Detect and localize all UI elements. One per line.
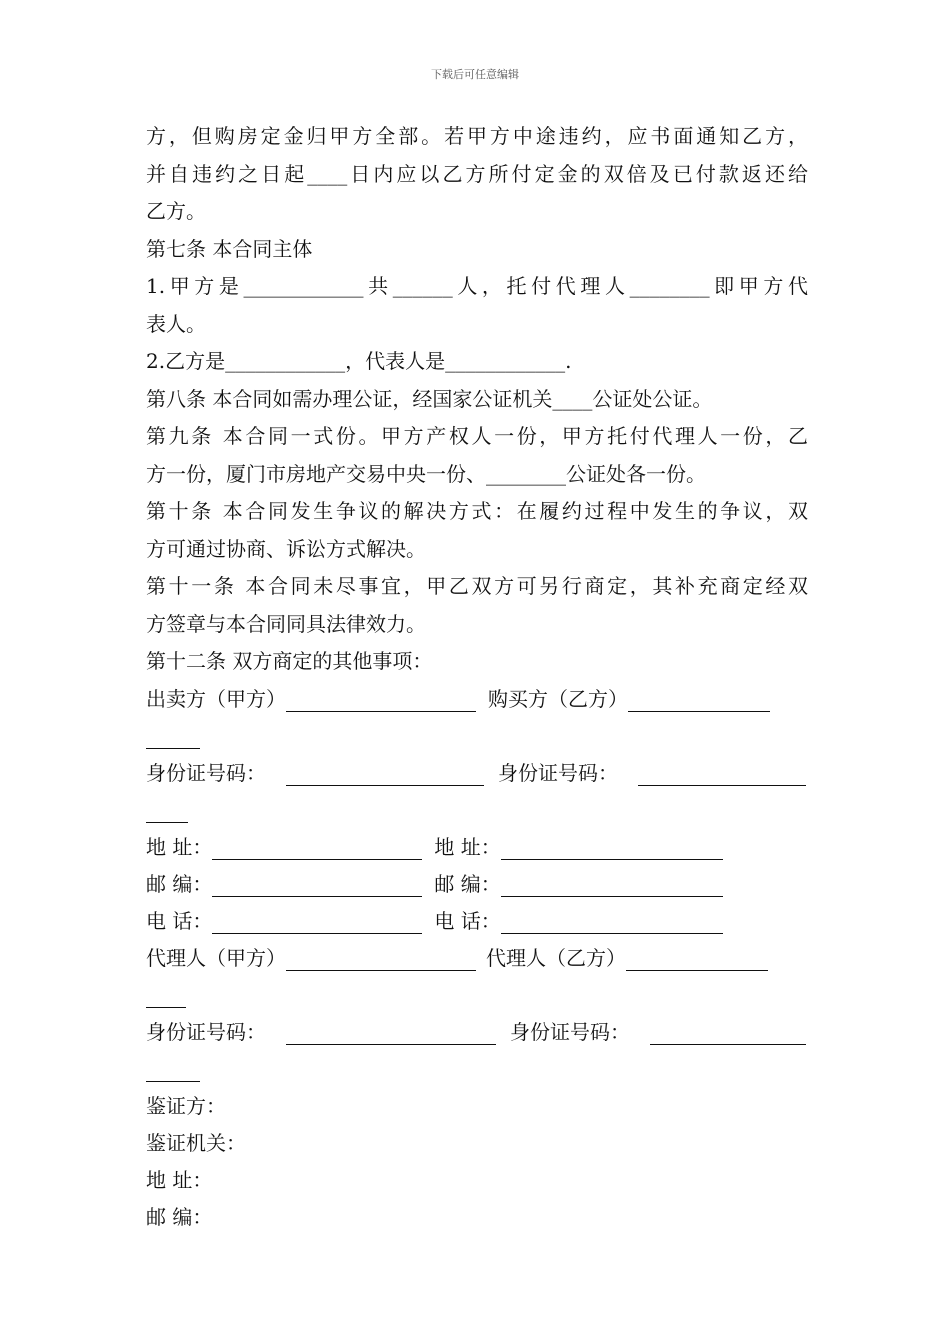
paragraph-line: 第九条 本合同一式份。甲方产权人一份，甲方托付代理人一份，乙 bbox=[146, 424, 808, 448]
paragraph-line: 第十一条 本合同未尽事宜，甲乙双方可另行商定，其补充商定经双 bbox=[146, 574, 808, 598]
postcode-label-a: 邮 编： bbox=[146, 871, 213, 896]
paragraph-line: 2.乙方是____________，代表人是____________. bbox=[146, 349, 572, 373]
paragraph-line: 乙方。 bbox=[146, 199, 206, 223]
agent-id-row bbox=[146, 1014, 808, 1051]
phone-label-a: 电 话： bbox=[146, 908, 213, 933]
phone-blank-b bbox=[501, 909, 723, 934]
paragraph-line: 第十二条 双方商定的其他事项： bbox=[146, 649, 433, 673]
postcode-blank-b bbox=[501, 872, 723, 897]
paragraph-line: 第十条 本合同发生争议的解决方式：在履约过程中发生的争议，双 bbox=[146, 499, 808, 523]
address-row bbox=[146, 829, 808, 866]
article-heading: 第七条 本合同主体 bbox=[146, 236, 313, 261]
blank-continuation bbox=[146, 798, 188, 823]
agent-blank-continued bbox=[146, 977, 808, 1014]
id-label-a: 身份证号码： bbox=[146, 760, 266, 785]
agent-a-blank bbox=[286, 946, 476, 971]
notary-org-label: 鉴证机关： bbox=[146, 1130, 246, 1155]
postcode-row bbox=[146, 866, 808, 903]
agent-id-blank-continued bbox=[146, 1051, 808, 1088]
agent-b-label: 代理人（乙方） bbox=[486, 945, 626, 970]
seller-label: 出卖方（甲方） bbox=[146, 686, 286, 711]
paragraph-line: 方，但购房定金归甲方全部。若甲方中途违约，应书面通知乙方， bbox=[146, 124, 808, 148]
seller-blank bbox=[286, 687, 476, 712]
buyer-label: 购买方（乙方） bbox=[488, 686, 628, 711]
paragraph-line: 方签章与本合同同具法律效力。 bbox=[146, 611, 426, 636]
id-blank-a bbox=[286, 761, 484, 786]
page-header-note: 下载后可任意编辑 bbox=[431, 68, 519, 81]
agent-id-blank-b bbox=[650, 1020, 806, 1045]
paragraph-line: 1.甲方是____________共______人，托付代理人________即甲方代 bbox=[146, 274, 808, 298]
agent-id-label-b: 身份证号码： bbox=[510, 1019, 630, 1044]
blank-continuation bbox=[146, 1057, 200, 1082]
agent-a-label: 代理人（甲方） bbox=[146, 945, 286, 970]
notary-address-label: 地 址： bbox=[146, 1167, 213, 1192]
address-label-b: 地 址： bbox=[434, 834, 501, 859]
paragraph-line: 方一份，厦门市房地产交易中央一份、________公证处各一份。 bbox=[146, 461, 706, 486]
id-number-row bbox=[146, 755, 808, 792]
address-blank-b bbox=[501, 835, 723, 860]
agent-row bbox=[146, 940, 808, 977]
id-blank-b bbox=[638, 761, 806, 786]
paragraph-line: 方可通过协商、诉讼方式解决。 bbox=[146, 536, 426, 561]
contract-body bbox=[146, 118, 808, 1236]
postcode-label-b: 邮 编： bbox=[434, 871, 501, 896]
notary-label: 鉴证方： bbox=[146, 1093, 226, 1118]
address-blank-a bbox=[212, 835, 422, 860]
id-label-b: 身份证号码： bbox=[498, 760, 618, 785]
agent-b-blank bbox=[626, 946, 768, 971]
buyer-blank bbox=[628, 687, 770, 712]
phone-row bbox=[146, 903, 808, 940]
buyer-blank-continued bbox=[146, 718, 808, 755]
postcode-blank-a bbox=[212, 872, 422, 897]
agent-id-blank-a bbox=[286, 1020, 496, 1045]
phone-label-b: 电 话： bbox=[434, 908, 501, 933]
blank-continuation bbox=[146, 724, 200, 749]
paragraph-line: 表人。 bbox=[146, 311, 206, 336]
id-blank-continued bbox=[146, 792, 808, 829]
address-label-a: 地 址： bbox=[146, 834, 213, 859]
paragraph-line: 并自违约之日起____日内应以乙方所付定金的双倍及已付款返还给 bbox=[146, 161, 808, 186]
agent-id-label-a: 身份证号码： bbox=[146, 1019, 266, 1044]
notary-postcode-label: 邮 编： bbox=[146, 1204, 213, 1229]
phone-blank-a bbox=[212, 909, 422, 934]
seller-buyer-row bbox=[146, 681, 808, 718]
paragraph-line: 第八条 本合同如需办理公证，经国家公证机关____公证处公证。 bbox=[146, 386, 713, 411]
blank-continuation bbox=[146, 983, 186, 1008]
